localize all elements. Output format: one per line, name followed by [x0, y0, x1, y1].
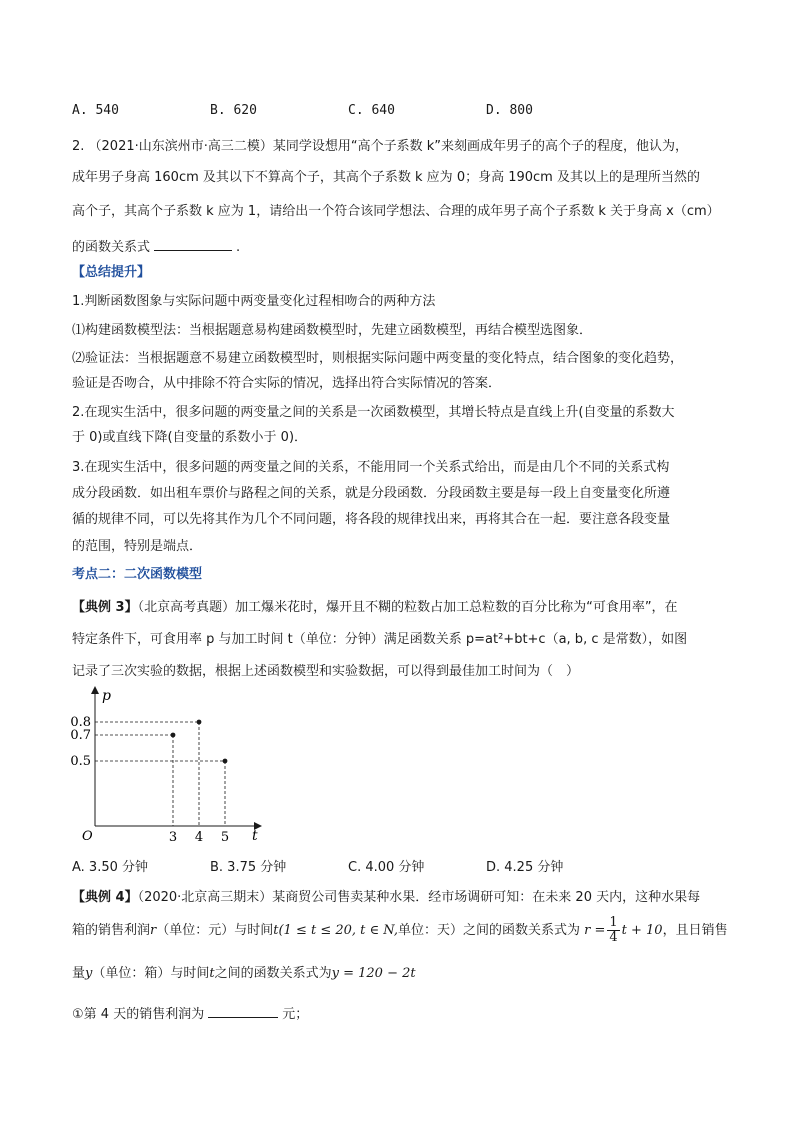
- option-c: C. 640: [348, 103, 395, 118]
- option-a: A. 540: [72, 103, 119, 118]
- ex3-option-d: D. 4.25 分钟: [486, 860, 564, 875]
- section-heading: 考点二：二次函数模型: [72, 567, 203, 582]
- ex3-tag: 【典例 3】: [72, 600, 138, 615]
- eq-y: y = 120 − 2t: [331, 966, 416, 981]
- y-tick-label-0.7: 0.7: [70, 728, 91, 743]
- summary-p5c: 循的规律不同，可以先将其作为几个不同问题，将各段的规律找出来，再将其合在一起．要注意各段变量: [72, 512, 671, 527]
- experiment-chart: [60, 680, 280, 850]
- var-r: r: [150, 923, 157, 938]
- profit-blank[interactable]: [208, 1005, 278, 1018]
- ex4-text-a: 箱的销售利润: [72, 923, 151, 938]
- q2-line-4-end: .: [236, 240, 241, 255]
- q2-line-3: 高个子，其高个子系数 k 应为 1，请给出一个符合该同学想法、合理的成年男子高个子系数 k 关于身高 x（cm）: [72, 204, 720, 219]
- summary-p5b: 成分段函数．如出租车票价与路程之间的关系，就是分段函数．分段函数主要是每一段上自变量变化所遵: [72, 486, 671, 501]
- ex3-option-a: A. 3.50 分钟: [72, 860, 149, 875]
- ex3-option-c: C. 4.00 分钟: [348, 860, 425, 875]
- q2-line-2: 成年男子身高 160cm 及其以下不算高个子，其高个子系数 k 应为 0；身高 190cm 及其以上的是理所当然的: [72, 170, 700, 185]
- q2-line-4-text: 的函数关系式: [72, 240, 151, 255]
- ex4-line-1: [72, 886, 700, 905]
- y-axis-label: p: [102, 688, 111, 704]
- ex3-line-1: [72, 596, 678, 615]
- ex4-text-c: 单位：天）之间的函数关系式为: [397, 923, 580, 938]
- frac-den: 4: [609, 930, 618, 945]
- x-tick-label-3: 3: [168, 830, 178, 845]
- q2-line-4: [72, 236, 240, 255]
- option-b: B. 620: [210, 103, 257, 118]
- ex4-text-d: ，且日销售: [662, 923, 728, 938]
- fraction-1-4: [607, 916, 619, 945]
- ex4-line-3: [72, 962, 416, 981]
- condition-t: t(1 ≤ t ≤ 20, t ∈ N,: [273, 923, 398, 938]
- ex4-line-1-text: （2020·北京高三期末）某商贸公司售卖某种水果．经市场调研可知：在未来 20 天内，这种水果每: [137, 890, 701, 905]
- summary-p4b: 于 0)或直线下降(自变量的系数小于 0)．: [72, 430, 308, 445]
- data-point-0: [171, 733, 176, 738]
- ex4-text-e: 量: [72, 966, 86, 981]
- summary-p4a: 2.在现实生活中，很多问题的两变量之间的关系是一次函数模型，其增长特点是直线上升(自变量的系数大: [72, 405, 675, 420]
- ex3-line-2: 特定条件下，可食用率 p 与加工时间 t（单位：分钟）满足函数关系 p=at²+bt+c（a, b, c 是常数），如图: [72, 632, 688, 647]
- summary-p5d: 的范围，特别是端点．: [72, 539, 203, 554]
- summary-p3b: 验证是否吻合，从中排除不符合实际的情况，选择出符合实际情况的答案．: [72, 376, 502, 391]
- ex4-text-b: （单位：元）与时间: [156, 923, 274, 938]
- eq-r-right: t + 10: [621, 923, 663, 938]
- ex4-tag: 【典例 4】: [72, 890, 138, 905]
- y-tick-label-0.8: 0.8: [70, 715, 91, 730]
- var-t: t: [209, 966, 215, 981]
- ex3-line-3: 记录了三次实验的数据，根据上述函数模型和实验数据，可以得到最佳加工时间为（ ）: [72, 664, 580, 679]
- answer-blank[interactable]: [154, 238, 232, 251]
- var-y: y: [85, 966, 93, 981]
- data-point-2: [223, 759, 228, 764]
- summary-p1: 1.判断函数图象与实际问题中两变量变化过程相吻合的两种方法: [72, 294, 436, 309]
- summary-heading: 【总结提升】: [72, 265, 151, 280]
- frac-num: 1: [609, 915, 618, 930]
- ex4-line-2: [72, 915, 728, 947]
- eq-r-left: r =: [584, 923, 606, 938]
- summary-p2: ⑴构建函数模型法：当根据题意易构建函数模型时，先建立函数模型，再结合模型选图象．: [72, 323, 593, 338]
- origin-label: O: [82, 829, 93, 844]
- ex4-q1: [72, 1003, 308, 1022]
- ex4-q1-text: ①第 4 天的销售利润为: [72, 1007, 205, 1022]
- ex4-text-f: （单位：箱）与时间: [92, 966, 210, 981]
- option-d: D. 800: [486, 103, 533, 118]
- y-tick-label-0.5: 0.5: [70, 754, 91, 769]
- ex4-q1-end: 元；: [282, 1007, 309, 1022]
- ex3-line-1-text: （北京高考真题）加工爆米花时，爆开且不糊的粒数占加工总粒数的百分比称为“可食用率”，在: [137, 600, 678, 615]
- summary-p5a: 3.在现实生活中，很多问题的两变量之间的关系，不能用同一个关系式给出，而是由几个不同的关系式构: [72, 460, 670, 475]
- x-axis-label: t: [252, 828, 258, 844]
- ex4-text-g: 之间的函数关系式为: [214, 966, 332, 981]
- summary-p3a: ⑵验证法：当根据题意不易建立函数模型时，则根据实际问题中两变量的变化特点，结合图象的变化趋势，: [72, 351, 684, 366]
- q2-line-1: 2. （2021·山东滨州市·高三二模）某同学设想用“高个子系数 k”来刻画成年男子的高个子的程度，他认为，: [72, 139, 689, 154]
- x-tick-label-5: 5: [220, 830, 230, 845]
- x-tick-label-4: 4: [194, 830, 204, 845]
- ex3-option-b: B. 3.75 分钟: [210, 860, 287, 875]
- data-point-1: [197, 720, 202, 725]
